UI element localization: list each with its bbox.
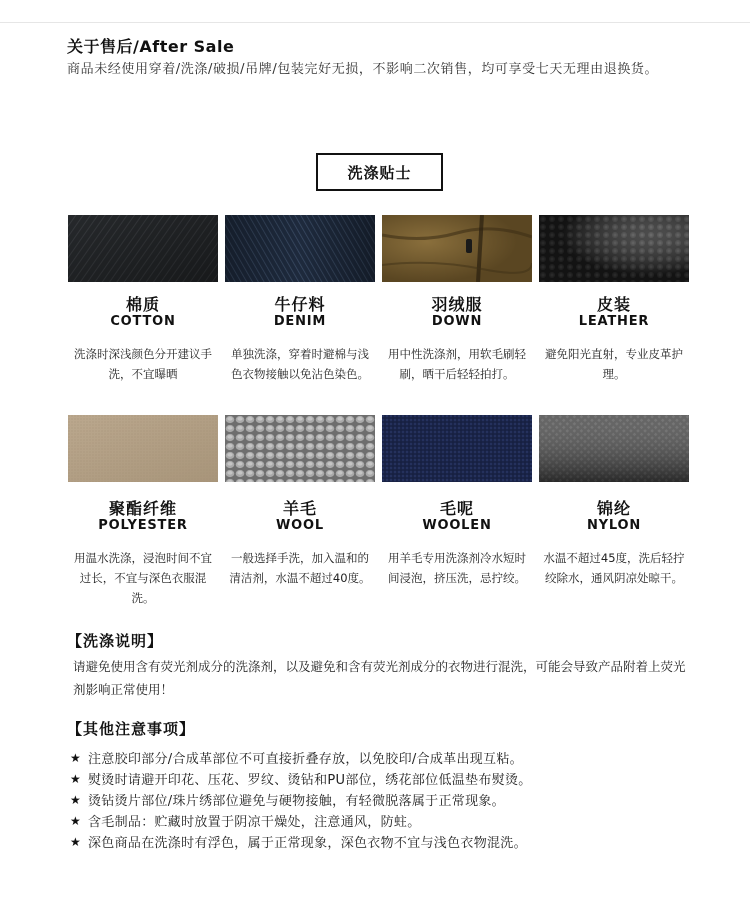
fabric-care-text: 用羊毛专用洗涤剂冷水短时间浸泡，挤压洗，忌拧绞。 xyxy=(388,551,526,585)
washing-tips-label: 洗涤贴士 xyxy=(347,163,412,182)
star-icon: ★ xyxy=(70,771,82,786)
fabric-name-en: DENIM xyxy=(273,314,327,329)
after-sale-title: 关于售后/After Sale xyxy=(67,37,235,56)
top-divider xyxy=(0,22,750,23)
fabric-name-en: WOOLEN xyxy=(422,518,492,533)
note-text: 熨烫时请避开印花、压花、罗纹、烫钻和PU部位，绣花部位低温垫布熨烫。 xyxy=(88,773,532,788)
nylon-swatch xyxy=(539,415,689,482)
fabric-name-zh: 羽绒服 xyxy=(431,295,483,314)
star-icon: ★ xyxy=(70,834,82,849)
fabric-name-en: WOOL xyxy=(276,518,324,533)
fabric-name-en: COTTON xyxy=(110,314,176,329)
fabric-name-zh: 聚酯纤维 xyxy=(108,499,177,518)
fabric-name-zh: 皮装 xyxy=(596,295,631,314)
wash-instructions-title: 【洗涤说明】 xyxy=(67,632,164,650)
fabric-care-text: 水温不超过45度，洗后轻拧绞除水，通风阴凉处晾干。 xyxy=(543,551,685,585)
note-text: 含毛制品：贮藏时放置于阴凉干燥处，注意通风，防蛀。 xyxy=(88,815,421,830)
after-sale-text: 商品未经使用穿着/洗涤/破损/吊牌/包装完好无损，不影响二次销售，均可享受七天无理由退换货。 xyxy=(67,62,659,77)
woolen-swatch xyxy=(382,415,532,482)
wash-instructions-text: 请避免使用含有荧光剂成分的洗涤剂，以及避免和含有荧光剂成分的衣物进行混洗，可能会导致产品附着上荧光剂影响正常使用！ xyxy=(73,659,686,697)
down-swatch xyxy=(382,215,532,282)
note-text: 深色商品在洗涤时有浮色，属于正常现象，深色衣物不宜与浅色衣物混洗。 xyxy=(88,836,527,851)
star-icon: ★ xyxy=(70,792,82,807)
cotton-swatch xyxy=(68,215,218,282)
leather-swatch xyxy=(539,215,689,282)
note-text: 烫钻烫片部位/珠片绣部位避免与硬物接触，有轻微脱落属于正常现象。 xyxy=(88,794,505,809)
polyester-swatch xyxy=(68,415,218,482)
fabric-name-zh: 牛仔料 xyxy=(274,295,326,314)
washing-tips-heading xyxy=(316,153,443,191)
fabric-care-text: 单独洗涤，穿着时避棉与浅色衣物接触以免沾色染色。 xyxy=(231,347,369,381)
list-item xyxy=(70,811,710,830)
fabric-care-text: 用温水洗涤，浸泡时间不宜过长，不宜与深色衣服混洗。 xyxy=(74,551,212,605)
list-item xyxy=(70,832,710,851)
note-text: 注意胶印部分/合成革部位不可直接折叠存放，以免胶印/合成革出现互粘。 xyxy=(88,752,523,767)
list-item xyxy=(70,748,710,767)
wool-swatch xyxy=(225,415,375,482)
fabric-name-zh: 棉质 xyxy=(125,295,160,314)
fabric-care-text: 用中性洗涤剂，用软毛刷轻刷，晒干后轻轻拍打。 xyxy=(388,347,526,381)
fabric-name-zh: 羊毛 xyxy=(282,499,317,518)
fabric-name-en: NYLON xyxy=(586,518,642,533)
fabric-name-en: DOWN xyxy=(431,314,483,329)
fabric-name-zh: 毛呢 xyxy=(439,499,474,518)
other-notes-title: 【其他注意事项】 xyxy=(67,720,196,738)
fabric-care-text: 避免阳光直射，专业皮革护理。 xyxy=(545,347,683,381)
fabric-care-text: 洗涤时深浅颜色分开建议手洗，不宜曝晒 xyxy=(74,347,212,381)
denim-swatch xyxy=(225,215,375,282)
fabric-name-zh: 锦纶 xyxy=(596,499,631,518)
fabric-name-en: LEATHER xyxy=(578,314,650,329)
star-icon: ★ xyxy=(70,750,82,765)
list-item xyxy=(70,790,710,809)
star-icon: ★ xyxy=(70,813,82,828)
fabric-name-en: POLYESTER xyxy=(98,518,188,533)
fabric-care-text: 一般选择手洗，加入温和的清洁剂，水温不超过40度。 xyxy=(229,551,371,585)
list-item xyxy=(70,769,710,788)
